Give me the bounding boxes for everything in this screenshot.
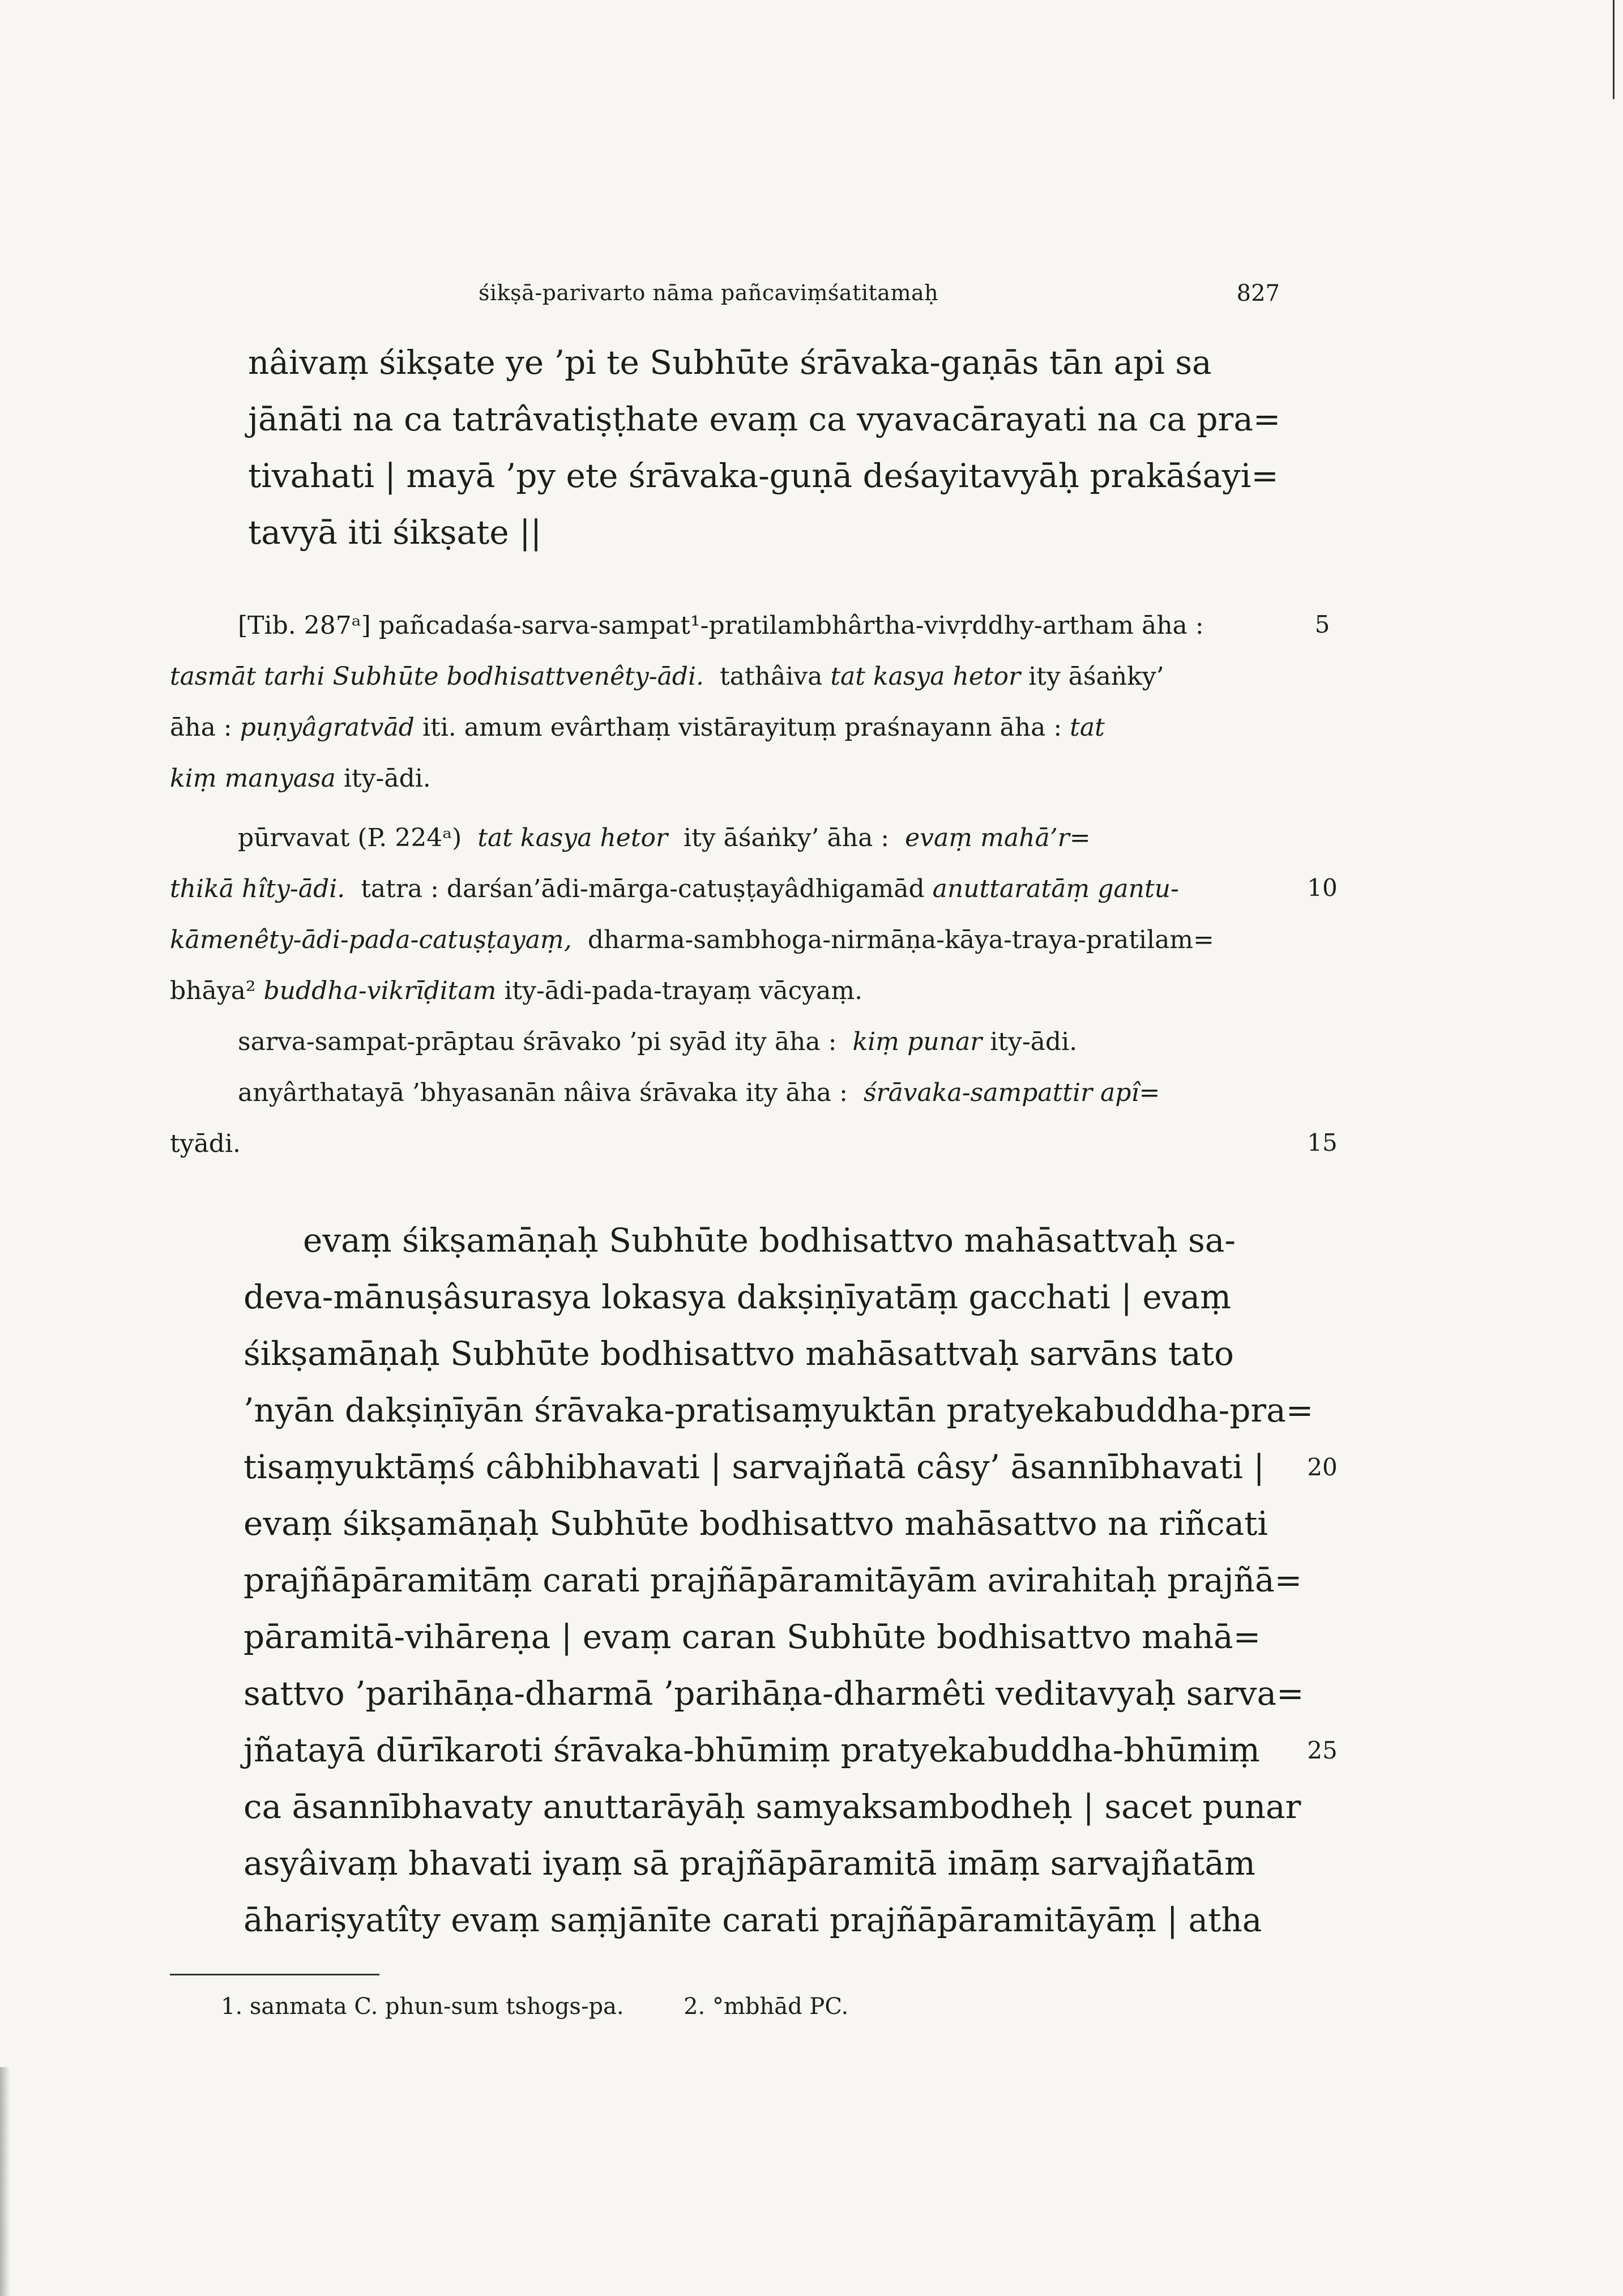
sutra-line: asyâivaṃ bhavati iyaṃ sā prajñāpāramitā imāṃ sarvajñatām <box>244 1844 1255 1883</box>
commentary-quote: buddha-vikrīḍitam <box>263 976 497 1005</box>
sutra-line: pāramitā-vihāreṇa | evaṃ caran Subhūte bodhisattvo mahā= <box>244 1618 1261 1656</box>
commentary-quote: tasmāt tarhi Subhūte bodhisattvenêty-ādi. <box>170 662 704 691</box>
commentary-text: ity āśaṅky’ āha : <box>684 823 890 852</box>
sutra-line: prajñāpāramitāṃ carati prajñāpāramitāyām avirahitaḥ prajñā= <box>244 1561 1302 1599</box>
commentary-line <box>170 974 1623 1008</box>
commentary-text: anyârthatayā ’bhyasanān nâiva śrāvaka ity āha : <box>238 1078 848 1107</box>
verse-line: tavyā iti śikṣate || <box>248 513 542 552</box>
sutra-line: āhariṣyatîty evaṃ saṃjānīte carati prajñāpāramitāyāṃ | atha <box>244 1901 1262 1939</box>
page-edge-shadow <box>0 2067 10 2296</box>
page-edge-mark <box>1613 0 1615 99</box>
page-number: 827 <box>1236 280 1280 306</box>
running-header <box>170 280 1280 314</box>
line-number: 20 <box>1307 1453 1338 1481</box>
sutra-line: jñatayā dūrīkaroti śrāvaka-bhūmiṃ pratyekabuddha-bhūmiṃ <box>244 1731 1260 1769</box>
commentary-text: tathâiva <box>720 662 823 691</box>
commentary-quote: evaṃ mahā’r= <box>905 823 1091 852</box>
sutra-line: deva-mānuṣâsurasya lokasya dakṣiṇīyatāṃ gacchati | evaṃ <box>244 1278 1232 1316</box>
commentary-text: [Tib. 287ᵃ] pañcadaśa-sarva-sampat¹-pratilambhârtha-vivṛddhy-artham āha : <box>238 611 1204 640</box>
commentary-line <box>170 711 1623 745</box>
commentary-quote: śrāvaka-sampattir apî= <box>863 1078 1160 1107</box>
commentary-text: sarva-sampat-prāptau śrāvako ’pi syād ity āha : <box>238 1027 837 1056</box>
sutra-line: śikṣamāṇaḥ Subhūte bodhisattvo mahāsattvaḥ sarvāns tato <box>244 1334 1234 1373</box>
commentary-text: dharma-sambhoga-nirmāṇa-kāya-traya-pratilam= <box>587 925 1214 954</box>
verse-line: tivahati | mayā ’py ete śrāvaka-guṇā deśayitavyāḥ prakāśayi= <box>248 456 1279 495</box>
commentary-line <box>170 923 1623 957</box>
commentary-text: ity-ādi. <box>343 764 431 793</box>
commentary-quote: tat <box>1070 713 1105 742</box>
commentary-text: ity āśaṅky’ <box>1028 662 1164 691</box>
commentary-quote: kiṃ punar <box>852 1027 983 1056</box>
sutra-line: sattvo ’parihāṇa-dharmā ’parihāṇa-dharmêti veditavyaḥ sarva= <box>244 1674 1304 1713</box>
commentary-text: bhāya² <box>170 976 256 1005</box>
commentary-text: ity-ādi-pada-trayaṃ vācyaṃ. <box>504 976 863 1005</box>
commentary-quote: kiṃ manyasa <box>170 764 336 793</box>
footnote-rule <box>170 1974 379 1975</box>
commentary-line <box>238 609 1623 643</box>
commentary-text: tyādi. <box>170 1129 241 1158</box>
commentary-text: āha : <box>170 713 232 742</box>
commentary-quote: thikā hîty-ādi. <box>170 874 345 903</box>
commentary-line <box>170 762 1623 796</box>
commentary-text: pūrvavat (P. 224ᵃ) <box>238 823 462 852</box>
sutra-line: ’nyān dakṣiṇīyān śrāvaka-pratisaṃyuktān pratyekabuddha-pra= <box>244 1391 1314 1429</box>
commentary-line <box>238 821 1623 855</box>
commentary-line <box>238 1076 1623 1110</box>
commentary-quote: tat kasya hetor <box>477 823 668 852</box>
commentary-quote: kāmenêty-ādi-pada-catuṣṭayaṃ, <box>170 925 572 954</box>
footnote-2: 2. °mbhād PC. <box>684 1994 849 2020</box>
sutra-line: tisaṃyuktāṃś câbhibhavati | sarvajñatā câsy’ āsannībhavati | <box>244 1448 1265 1486</box>
line-number: 5 <box>1314 611 1330 638</box>
line-number: 10 <box>1307 874 1338 902</box>
commentary-line <box>238 1025 1623 1059</box>
chapter-title: śikṣā-parivarto nāma pañcaviṃśatitamaḥ <box>479 280 939 305</box>
commentary-quote: anuttaratāṃ gantu- <box>932 874 1179 903</box>
commentary-text: ity-ādi. <box>990 1027 1078 1056</box>
verse-line: jānāti na ca tatrâvatiṣṭhate evaṃ ca vyavacārayati na ca pra= <box>248 400 1281 438</box>
verse-line: nâivaṃ śikṣate ye ’pi te Subhūte śrāvaka-gaṇās tān api sa <box>248 343 1212 382</box>
footnote-1: 1. sanmata C. phun-sum tshogs-pa. <box>221 1994 624 2020</box>
commentary-quote: tat kasya hetor <box>830 662 1021 691</box>
commentary-line <box>170 1127 1623 1161</box>
sutra-line: evaṃ śikṣamāṇaḥ Subhūte bodhisattvo mahāsattvaḥ sa- <box>303 1221 1236 1260</box>
commentary-quote: puṇyâgratvād <box>240 713 415 742</box>
commentary-text: iti. amum evârthaṃ vistārayituṃ praśnayann āha : <box>422 713 1062 742</box>
commentary-text: tatra : darśan’ādi-mārga-catuṣṭayâdhigamād <box>361 874 925 903</box>
sutra-line: evaṃ śikṣamāṇaḥ Subhūte bodhisattvo mahāsattvo na riñcati <box>244 1504 1268 1543</box>
footnotes <box>221 1994 848 2020</box>
commentary-line <box>170 660 1623 694</box>
line-number: 15 <box>1307 1129 1338 1156</box>
sutra-line: ca āsannībhavaty anuttarāyāḥ samyaksambodheḥ | sacet punar <box>244 1787 1301 1826</box>
commentary-line <box>170 872 1623 906</box>
line-number: 25 <box>1307 1736 1338 1764</box>
